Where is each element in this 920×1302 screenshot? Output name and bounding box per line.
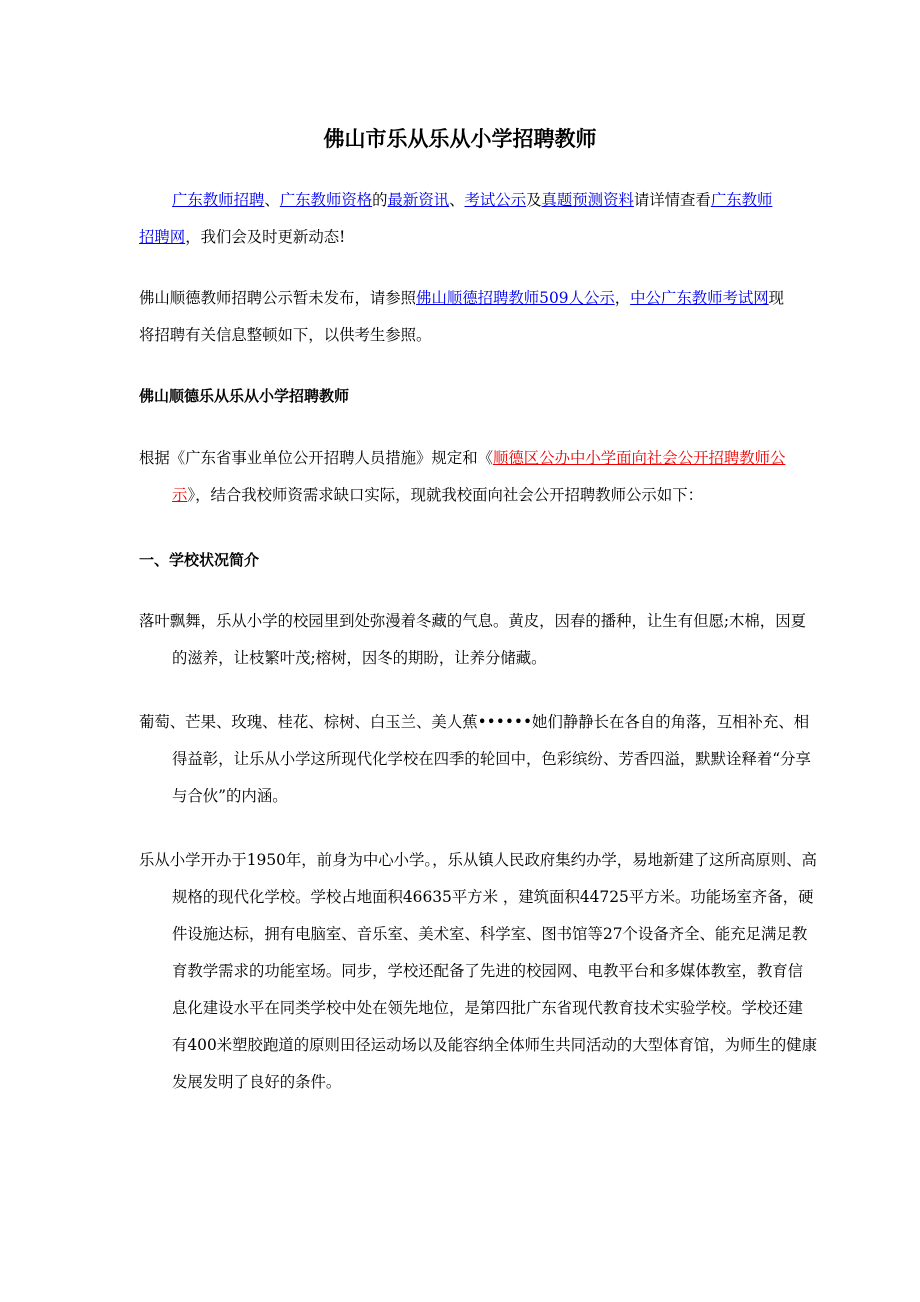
link-shunde-509-notice[interactable]: 佛山顺德招聘教师509人公示 <box>416 289 615 307</box>
link-shunde-public-recruitment[interactable]: 顺德区公办中小学面向社会公开招聘教师公示 <box>172 449 786 504</box>
link-latest-news[interactable]: 最新资讯 <box>387 191 450 209</box>
separator: 、 <box>264 191 280 209</box>
paragraph-campus: 落叶飘舞，乐从小学的校园里到处弥漫着冬藏的气息。黄皮，因春的播种，让生有但愿;木棉，因夏的滋养，让枝繁叶茂;榕树，因冬的期盼，让养分储藏。 <box>139 612 806 667</box>
paragraph-school-history: 乐从小学开办于1950年，前身为中心小学。，乐从镇人民政府集约办学，易地新建了这所高原则、高规格的现代化学校。学校占地面积46635平方米 ，建筑面积44725平方米。功能场室齐备，硬件设施达标，拥有电脑室、音乐室、美术室、科学室、图书馆等27个设备齐全、能充足满足教育教学需求的功能室场。同步，学校还配备了先进的校园网、电教平台和多媒体教室，教育信息化建设水平在同类学校中处在领先地位，是第四批广东省现代教育技术实验学校。学校还建有400米塑胶跑道的原则田径运动场以及能容纳全体师生共同活动的大型体育馆，为师生的健康发展发明了良好的条件。 <box>139 851 818 1091</box>
page-title: 佛山市乐从乐从小学招聘教师 <box>323 127 597 151</box>
link-guangdong-teacher-qualification[interactable]: 广东教师资格 <box>279 191 373 209</box>
link-recruitment-site[interactable]: 广东教师招聘网 <box>139 191 773 246</box>
separator: 、 <box>449 191 465 209</box>
link-guangdong-teacher-recruitment[interactable]: 广东教师招聘 <box>172 191 265 209</box>
paragraph-plants: 葡萄、芒果、玫瑰、桂花、棕树、白玉兰、美人蕉••••••她们静静长在各自的角落，互相补充、相得益彰，让乐从小学这所现代化学校在四季的轮回中，色彩缤纷、芳香四溢，默默诠释着“分享与合伙”的内涵。 <box>139 713 811 805</box>
intro-text: 的 <box>372 191 388 209</box>
link-exam-materials[interactable]: 真题预测资料 <box>541 191 634 209</box>
intro-paragraph <box>139 182 785 256</box>
notice-paragraph <box>139 280 785 354</box>
separator: ， <box>614 289 631 307</box>
link-offcn-guangdong[interactable]: 中公广东教师考试网 <box>630 289 769 307</box>
notice-text: 现将招聘有关信息整顿如下，以供考生参照。 <box>139 289 785 344</box>
section-heading-school-overview: 一、学校状况简介 <box>139 551 260 569</box>
subtitle: 佛山顺德乐从乐从小学招聘教师 <box>139 387 350 405</box>
basis-paragraph <box>139 440 818 514</box>
intro-text: ，我们会及时更新动态! <box>185 228 346 246</box>
notice-text: 佛山顺德教师招聘公示暂未发布，请参照 <box>139 289 417 307</box>
intro-text: 及 <box>526 191 542 209</box>
basis-text: 》，结合我校师资需求缺口实际，现就我校面向社会公开招聘教师公示如下： <box>187 486 703 504</box>
link-exam-notice[interactable]: 考试公示 <box>464 191 527 209</box>
intro-text: 请详情查看 <box>633 191 711 209</box>
basis-text: 根据《广东省事业单位公开招聘人员措施》规定和《 <box>139 449 493 467</box>
